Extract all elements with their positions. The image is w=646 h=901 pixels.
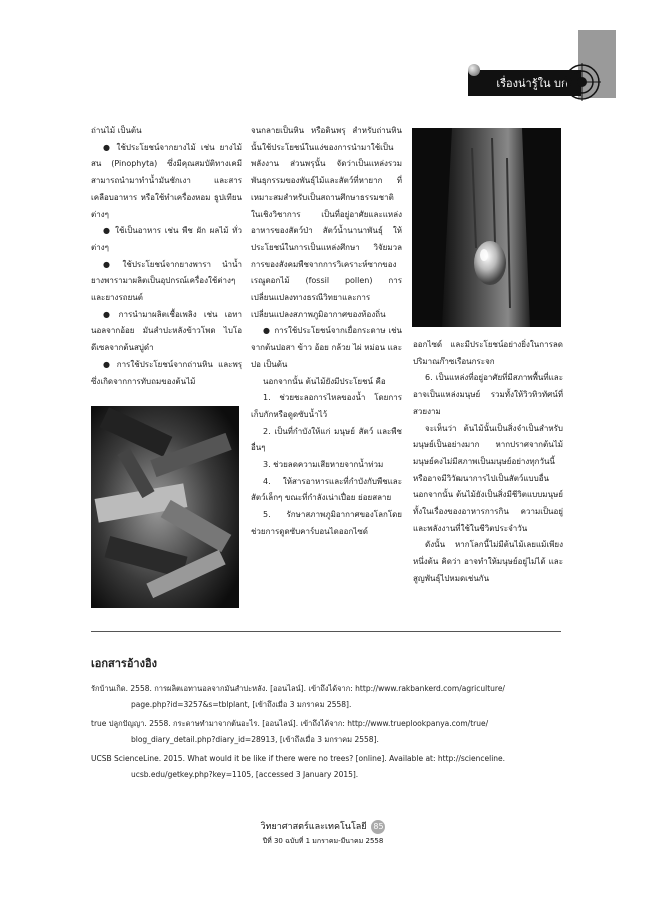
- list-item: 1. ช่วยชะลอการไหลของน้ำ โดยการเก็บกักหรือดูดซับน้ำไว้: [251, 393, 402, 419]
- list-item: 2. เป็นที่กำบังให้แก่ มนุษย์ สัตว์ และพืชอื่นๆ: [251, 426, 402, 453]
- reference-item: [91, 681, 571, 713]
- resin-drop-photo: [412, 128, 561, 327]
- paragraph: จนกลายเป็นหิน หรือดินพรุ สำหรับถ่านหินนั้นใช้ประโยชน์ในแง่ของการนำมาใช้เป็นพลังงาน ส่วนพรุนั้น จัดว่าเป็นแหล่งรวมพันธุกรรมของพันธุ์ไม้และสัตว์ที่หายาก ที่เหมาะสมสำหรับเป็นสถานศึกษาธรรมชาติในเชิงวิชาการ เป็นที่อยู่อาศัยและแหล่งอาหารของสัตว์ป่า สัตว์น้ำนานาพันธุ์ ให้ประโยชน์ในการเป็นแหล่งศึกษา วิจัยมวลการของสังคมพืชจากการวิเคราะห์ซากของเรณูดอกไม้ (fossil pollen) การเปลี่ยนแปลงทางธรณีวิทยาและการเปลี่ยนแปลงสภาพภูมิอากาศของท้องถิ่น: [251, 126, 402, 319]
- charcoal-photo: [91, 406, 239, 608]
- target-icon: [563, 63, 601, 101]
- bullet-item: ● ใช้ประโยชน์จากยางพารา นำน้ำยางพารามาผลิตเป็นอุปกรณ์เครื่องใช้ต่างๆ และยางรถยนต์: [91, 257, 242, 307]
- list-item: 5. รักษาสภาพภูมิอากาศของโลกโดยช่วยการดูดซับคาร์บอนไดออกไซด์: [251, 510, 402, 536]
- magazine-name: วิทยาศาสตร์และเทคโนโลยี: [260, 822, 367, 832]
- header-bullet-icon: [468, 64, 480, 76]
- bullet-item: ● การนำมาผลิตเชื้อเพลิง เช่น เอทานอลจากอ้อย มันสำปะหลังข้าวโพด ไบโอดีเซลจากต้นสบู่ดำ: [91, 307, 242, 357]
- bullet-item: ● ใช้เป็นอาหาร เช่น พืช ผัก ผลไม้ ทั่วต่างๆ: [91, 223, 242, 256]
- reference-line: blog_diary_detail.php?diary_id=28913, [เข้าถึงเมื่อ 3 มกราคม 2558].: [131, 735, 379, 744]
- divider: [91, 631, 561, 632]
- paragraph: นอกจากนั้น ต้นไม้ยังมีประโยชน์ คือ: [263, 376, 386, 386]
- reference-line: page.php?id=3257&s=tblplant, [เข้าถึงเมื่อ 3 มกราคม 2558].: [131, 700, 352, 709]
- reference-item: [91, 716, 571, 748]
- column-1: [91, 123, 242, 390]
- bullet-item: ● การใช้ประโยชน์จากเยื่อกระดาษ เช่น จากต้นปอสา ข้าว อ้อย กล้วย ไผ่ หม่อน และปอ เป็นต้น: [251, 323, 402, 373]
- paragraph: ดังนั้น หากโลกนี้ไม่มีต้นไม้เลยแม้เพียงหนึ่งต้น คิดว่า อาจทำให้มนุษย์อยู่ไม่ได้ และสูญพันธุ์ไปหมดเช่นกัน: [413, 540, 563, 583]
- section-title: เรื่องน่ารู้ใน บก: [496, 77, 568, 90]
- list-item: 6. เป็นแหล่งที่อยู่อาศัยที่มีสภาพพื้นที่และอาจเป็นแหล่งมนุษย์ รวมทั้งให้วิวทิวทัศน์ที่สวยงาม: [413, 373, 563, 416]
- page-number: 85: [371, 820, 385, 834]
- column-2: [251, 123, 402, 541]
- reference-line: UCSB ScienceLine. 2015. What would it be like if there were no trees? [online]. Available at: http://scienceline.: [91, 754, 506, 763]
- paragraph: ออกไซด์ และมีประโยชน์อย่างยิ่งในการลดปริมาณก๊าซเรือนกระจก: [413, 340, 563, 366]
- bullet-item: ● การใช้ประโยชน์จากถ่านหิน และพรุ ซึ่งเกิดจากการทับถมของต้นไม้: [91, 357, 242, 390]
- reference-line: true ปลูกปัญญา. 2558. กระดาษทำมาจากต้นอะไร. [ออนไลน์]. เข้าถึงได้จาก: http://www.trueplookpanya.com/true/: [91, 719, 489, 728]
- footer-issue: ปีที่ 30 ฉบับที่ 1 มกราคม-มีนาคม 2558: [262, 837, 384, 845]
- reference-line: ucsb.edu/getkey.php?key=1105, [accessed 3 January 2015].: [131, 770, 359, 779]
- references-heading: เอกสารอ้างอิง: [91, 657, 157, 670]
- bullet-item: ● ใช้ประโยชน์จากยางไม้ เช่น ยางไม้สน (Pinophyta) ซึ่งมีคุณสมบัติทางเคมี สามารถนำมาทำน้ำมันชักเงา และสารเคลือบอาหาร หรือใช้ทำเครื่องหอม ธูปเทียนต่างๆ: [91, 140, 242, 224]
- paragraph: ถ่านไม้ เป็นต้น: [91, 126, 142, 135]
- list-item: 3. ช่วยลดความเสียหายจากน้ำท่วม: [263, 460, 384, 470]
- references-list: [91, 681, 571, 786]
- reference-line: รักบ้านเกิด. 2558. การผลิตเอทานอลจากมันสำปะหลัง. [ออนไลน์]. เข้าถึงได้จาก: http://www.rakbankerd.com/agriculture/: [91, 684, 505, 693]
- paragraph: จะเห็นว่า ต้นไม้นั้นเป็นสิ่งจำเป็นสำหรับมนุษย์เป็นอย่างมาก หากปราศจากต้นไม้ มนุษย์คงไม่มีสภาพเป็นมนุษย์อย่างทุกวันนี้ หรืออาจมีวิวัฒนาการไปเป็นสัตว์แบบอื่น นอกจากนั้น ต้นไม้ยังเป็นสิ่งมีชีวิตแบบมนุษย์ ทั้งในเรื่องของอาหารการกิน ความเป็นอยู่ และพลังงานที่ใช้ในชีวิตประจำวัน: [413, 423, 563, 533]
- reference-item: [91, 751, 571, 783]
- footer-magazine: [0, 819, 646, 834]
- list-item: 4. ให้สารอาหารและที่กำบังกับพืชและสัตว์เล็กๆ ขณะที่กำลังเน่าเปื่อย ย่อยสลาย: [251, 476, 402, 503]
- column-3: [413, 337, 563, 588]
